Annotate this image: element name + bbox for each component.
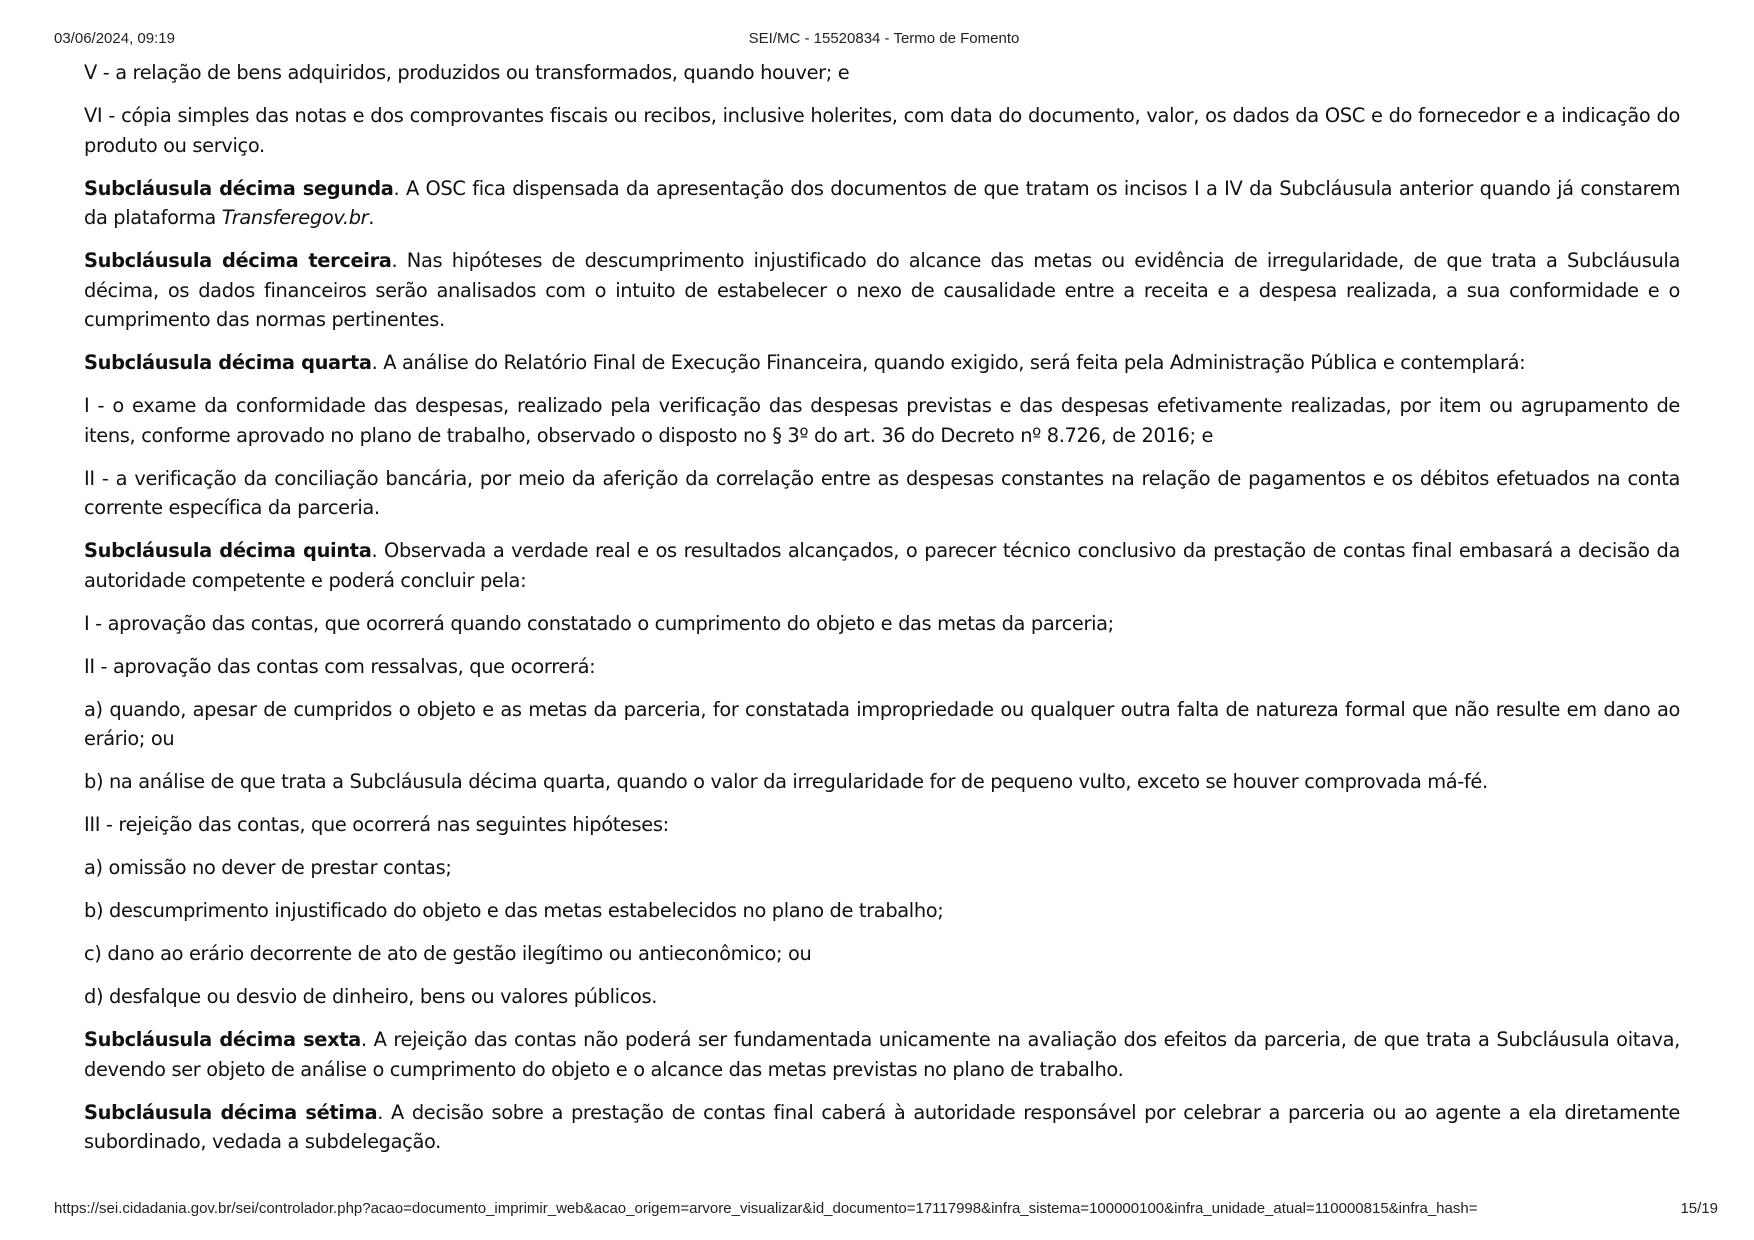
paragraph: [84, 101, 1680, 160]
paragraph: [84, 767, 1680, 797]
print-datetime: 03/06/2024, 09:19: [54, 30, 175, 47]
paragraph-text: III - rejeição das contas, que ocorrerá nas seguintes hipóteses:: [84, 813, 669, 836]
paragraph: [84, 174, 1680, 233]
paragraph-heading: Subcláusula décima segunda: [84, 176, 394, 200]
paragraph-text: a) omissão no dever de prestar contas;: [84, 856, 452, 879]
paragraph-text: b) na análise de que trata a Subcláusula décima quarta, quando o valor da irregularidade for de pequeno vulto, exceto se houver comprovada má-fé.: [84, 770, 1488, 793]
paragraph-text: II - a verificação da conciliação bancária, por meio da aferição da correlação entre as despesas constantes na relação de pagamentos e os débitos efetuados na conta corrente específica da parceria.: [84, 466, 1680, 519]
paragraph-text: . A decisão sobre a prestação de contas final caberá à autoridade responsável por celebrar a parceria ou ao agente a ela diretamente subordinado, vedada a subdelegação.: [84, 1100, 1680, 1153]
paragraph: [84, 982, 1680, 1012]
paragraph-text: II - aprovação das contas com ressalvas, que ocorrerá:: [84, 654, 596, 678]
paragraph-heading: Subcláusula décima sétima: [84, 1100, 378, 1124]
paragraph: [84, 464, 1680, 523]
paragraph: [84, 391, 1680, 450]
paragraph-text: . A análise do Relatório Final de Execução Financeira, quando exigido, será feita pela Administração Pública e contemplará:: [371, 351, 1526, 374]
paragraph: [84, 652, 1680, 682]
paragraph-text: . Nas hipóteses de descumprimento injustificado do alcance das metas ou evidência de irregularidade, de que trata a Subcláusula décima, os dados financeiros serão analisados com o intuito de estabelecer o nexo de causalidade entre a receita e a despesa realizada, a sua conformidade e o cumprimento das normas pertinentes.: [84, 249, 1680, 331]
paragraph: [84, 1098, 1680, 1157]
paragraph-heading: Subcláusula décima quinta: [84, 539, 372, 562]
paragraph: [84, 536, 1680, 595]
paragraph-text: . A rejeição das contas não poderá ser fundamentada unicamente na avaliação dos efeitos da parceria, de que trata a Subcláusula oitava, devendo ser objeto de análise o cumprimento do objeto e o alcance das metas previstas no plano de trabalho.: [84, 1028, 1680, 1081]
paragraph-heading: Subcláusula décima sexta: [84, 1028, 361, 1051]
paragraph-text: . Observada a verdade real e os resultados alcançados, o parecer técnico conclusivo da prestação de contas final embasará a decisão da autoridade competente e poderá concluir pela:: [84, 539, 1680, 592]
paragraph-text: c) dano ao erário decorrente de ato de gestão ilegítimo ou antieconômico; ou: [84, 942, 812, 965]
paragraph-text: . A OSC fica dispensada da apresentação dos documentos de que tratam os incisos I a IV da Subcláusula anterior quando já constarem da plataforma: [84, 176, 1680, 229]
paragraph: [84, 695, 1680, 754]
paragraph-text: d) desfalque ou desvio de dinheiro, bens ou valores públicos.: [84, 985, 658, 1008]
document-body: [84, 58, 1680, 1170]
paragraph: [84, 853, 1680, 883]
page-url: https://sei.cidadania.gov.br/sei/controlador.php?acao=documento_imprimir_web&acao_origem=arvore_visualizar&id_documento=17117998&infra_sistema=100000100&infra_unidade_atual=110000815&infra_hash=: [54, 1200, 1478, 1217]
paragraph: [84, 246, 1680, 335]
paragraph-heading: Subcláusula décima terceira: [84, 249, 392, 272]
paragraph-text: a) quando, apesar de cumpridos o objeto e as metas da parceria, for constatada impropriedade ou qualquer outra falta de natureza formal que não resulte em dano ao erário; ou: [84, 697, 1680, 750]
paragraph-text: VI - cópia simples das notas e dos comprovantes fiscais ou recibos, inclusive holerites, com data do documento, valor, os dados da OSC e do fornecedor e a indicação do produto ou serviço.: [84, 104, 1680, 157]
paragraph: [84, 609, 1680, 639]
paragraph: [84, 348, 1680, 378]
paragraph: [84, 58, 1680, 88]
print-footer: [54, 1200, 1718, 1220]
paragraph-text: I - o exame da conformidade das despesas, realizado pela verificação das despesas previstas e das despesas efetivamente realizadas, por item ou agrupamento de itens, conforme aprovado no plano de trabalho, observado o disposto no § 3º do art. 36 do Decreto nº 8.726, de 2016; e: [84, 394, 1680, 447]
paragraph-text: V - a relação de bens adquiridos, produzidos ou transformados, quando houver; e: [84, 61, 850, 84]
paragraph: [84, 896, 1680, 926]
paragraph-heading: Subcláusula décima quarta: [84, 351, 372, 374]
paragraph: [84, 1025, 1680, 1084]
paragraph-text: I - aprovação das contas, que ocorrerá quando constatado o cumprimento do objeto e das metas da parceria;: [84, 611, 1114, 635]
paragraph: [84, 810, 1680, 840]
paragraph: [84, 939, 1680, 969]
platform-name: Transferegov.br: [221, 206, 369, 229]
paragraph-text-end: .: [368, 206, 375, 229]
print-header: [54, 30, 1714, 50]
paragraph-text: b) descumprimento injustificado do objeto e das metas estabelecidos no plano de trabalho;: [84, 899, 944, 922]
document-title: SEI/MC - 15520834 - Termo de Fomento: [748, 30, 1020, 47]
page-number: 15/19: [1680, 1200, 1718, 1217]
